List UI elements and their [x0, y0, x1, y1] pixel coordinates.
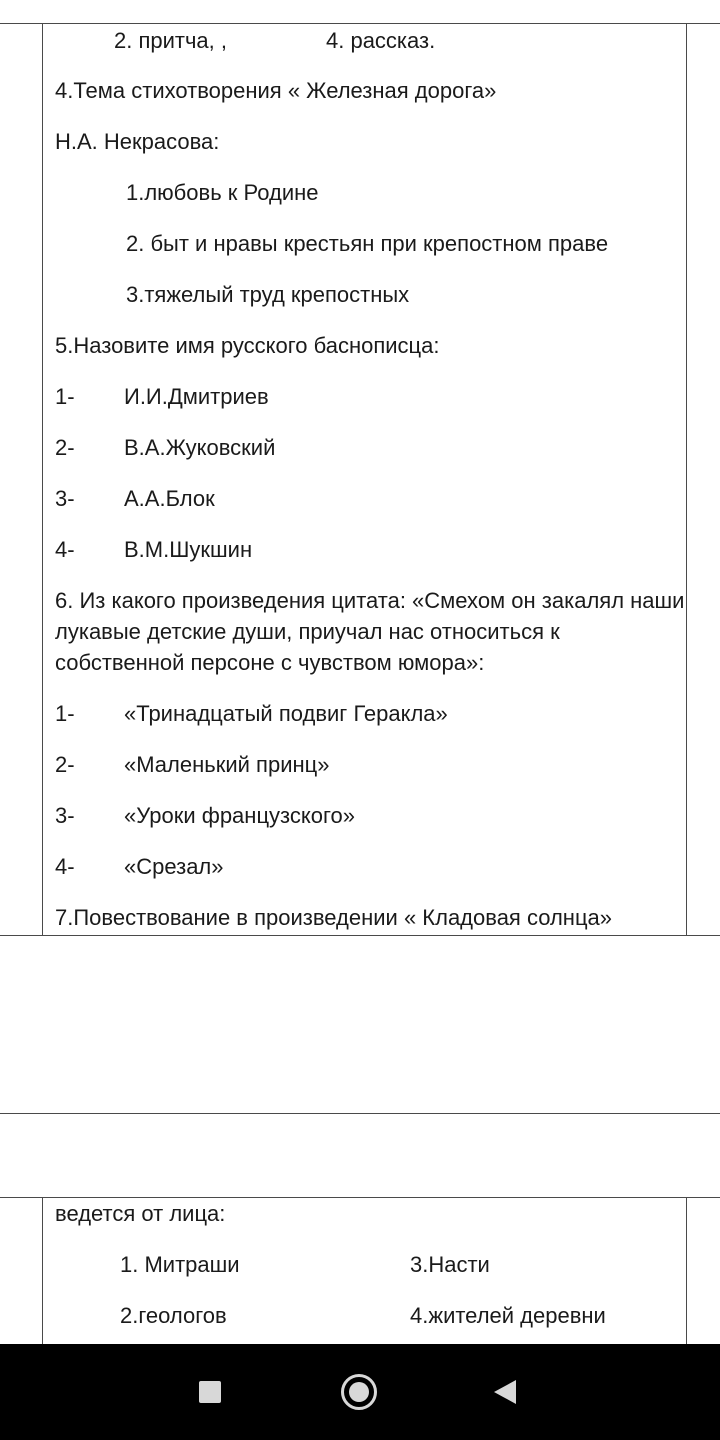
table-left-border [42, 23, 43, 936]
q3-option-4: 4. рассказ. [326, 28, 436, 53]
recent-apps-square-icon[interactable] [199, 1381, 221, 1403]
q6-option-4-text: «Срезал» [124, 854, 224, 879]
q4-option-1: 1.любовь к Родине [126, 180, 319, 205]
q5-question: 5.Назовите имя русского баснописца: [55, 333, 440, 358]
navigation-bar [0, 1344, 720, 1440]
q3-option-2: 2. притча, , [114, 28, 228, 53]
q4-question-line1: 4.Тема стихотворения « Железная дорога» [55, 78, 497, 103]
q6-option-2-text: «Маленький принц» [124, 752, 330, 777]
q6-question: 6. Из какого произведения цитата: «Смехом он закалял наши лукавые детские души, приучал нас относиться к собственной персоне с чувством юмора»: [55, 588, 685, 675]
q7-option-4: 4.жителей деревни [410, 1303, 606, 1328]
q6-option-1-num: 1- [55, 701, 75, 726]
q7-option-1: 1. Митраши [120, 1252, 240, 1277]
back-triangle-icon[interactable] [494, 1380, 516, 1404]
q5-option-4-text: В.М.Шукшин [124, 537, 253, 562]
q5-option-1-text: И.И.Дмитриев [124, 384, 269, 409]
q5-option-4-num: 4- [55, 537, 75, 562]
q4-question-line2: Н.А. Некрасова: [55, 129, 220, 154]
q4-option-2: 2. быт и нравы крестьян при крепостном праве [126, 231, 609, 256]
table-right-border [686, 23, 687, 936]
page-separator [0, 1113, 720, 1114]
table-bottom-border [0, 935, 720, 936]
table2-left-border [42, 1197, 43, 1344]
q4-option-3: 3.тяжелый труд крепостных [126, 282, 410, 307]
q5-option-3-num: 3- [55, 486, 75, 511]
q7-option-2: 2.геологов [120, 1303, 227, 1328]
q7-question-part1: 7.Повествование в произведении « Кладовая солнца» [55, 905, 613, 930]
q6-option-3-text: «Уроки французского» [124, 803, 355, 828]
q6-option-2-num: 2- [55, 752, 75, 777]
table-top-border [0, 23, 720, 24]
q6-option-3-num: 3- [55, 803, 75, 828]
q5-option-2-text: В.А.Жуковский [124, 435, 276, 460]
home-circle-icon[interactable] [341, 1374, 377, 1410]
q6-option-1-text: «Тринадцатый подвиг Геракла» [124, 701, 448, 726]
q5-option-3-text: А.А.Блок [124, 486, 215, 511]
table2-right-border [686, 1197, 687, 1344]
q5-option-2-num: 2- [55, 435, 75, 460]
q6-option-4-num: 4- [55, 854, 75, 879]
q5-option-1-num: 1- [55, 384, 75, 409]
q7-option-3: 3.Насти [410, 1252, 490, 1277]
q7-question-part2: ведется от лица: [55, 1201, 226, 1226]
